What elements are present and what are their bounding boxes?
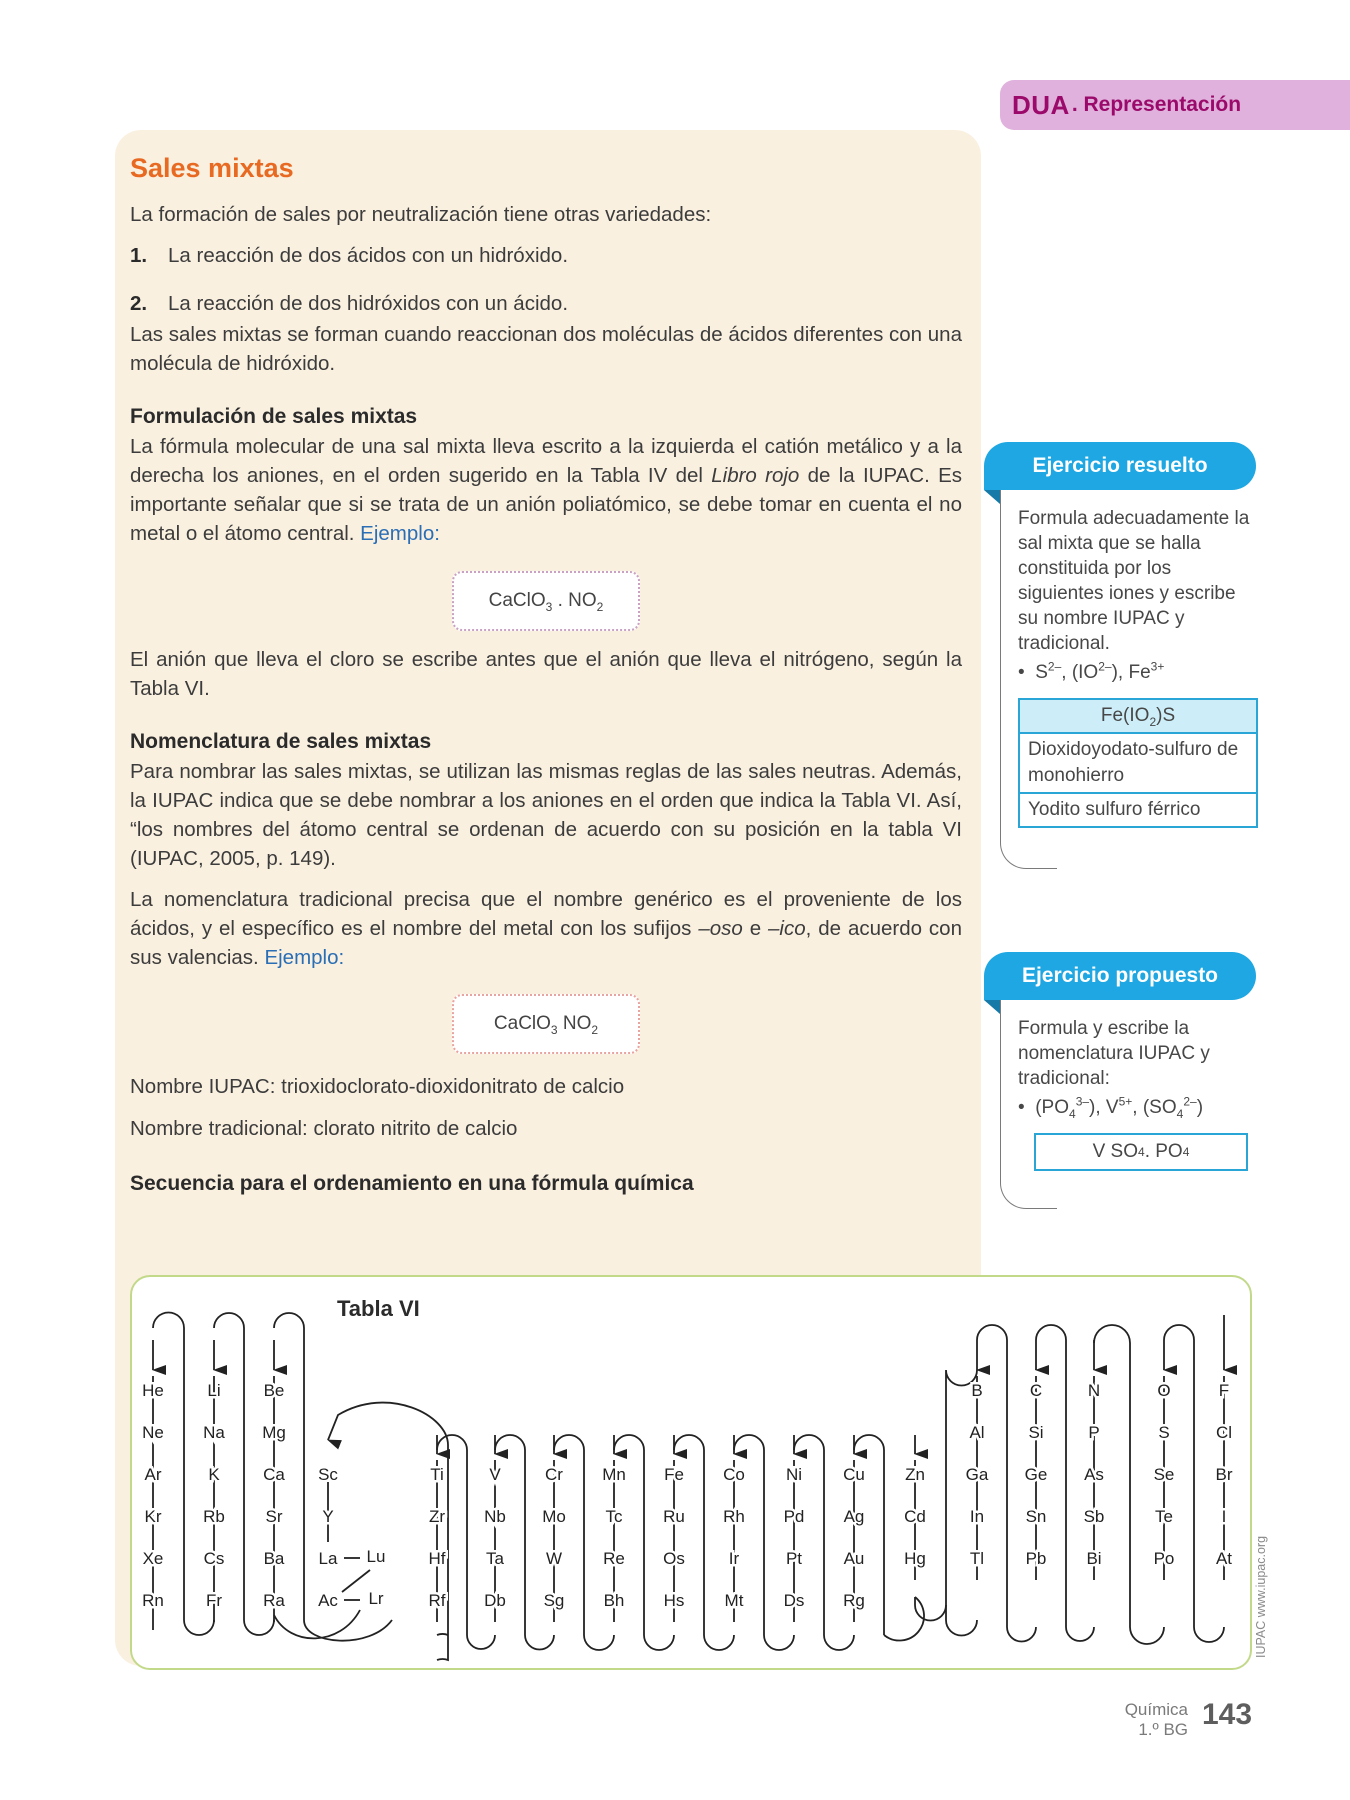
list-item — [130, 289, 962, 318]
element-symbol: Te — [1155, 1507, 1173, 1526]
tabla-connector-lines — [153, 1313, 1224, 1661]
nomenclatura-traditional-text — [130, 885, 962, 972]
element-symbol: Au — [843, 1549, 865, 1568]
element-symbol: Bi — [1086, 1549, 1102, 1568]
formulacion-text — [130, 432, 962, 548]
connector-line — [946, 1620, 977, 1636]
grade-level: 1.º BG — [1138, 1720, 1188, 1739]
element-symbol: He — [142, 1381, 164, 1400]
tabla-vi-title: Tabla VI — [337, 1296, 420, 1321]
connector-line — [1194, 1627, 1224, 1642]
element-symbol: Tc — [605, 1507, 623, 1526]
element-symbol: Lr — [368, 1589, 384, 1608]
element-symbol: Db — [484, 1591, 506, 1610]
text-part: de la IUPAC. Es importante señalar que si se trata de un anión poliatómico, se debe tomar en cuenta el no metal o el átomo central. — [130, 464, 962, 545]
element-symbol: Ar — [144, 1465, 162, 1484]
element-symbol: Pb — [1025, 1549, 1047, 1568]
element-symbol: Rh — [723, 1507, 745, 1526]
element-symbol: Pd — [783, 1507, 805, 1526]
connector-line — [884, 1597, 924, 1641]
answer-table — [1018, 698, 1258, 828]
ejercicio-propuesto-tab: Ejercicio propuesto — [984, 952, 1256, 1000]
element-symbol: Be — [263, 1381, 285, 1400]
formulacion-after-text: El anión que lleva el cloro se escribe antes que el anión que lleva el nitrógeno, según la Tabla VI. — [130, 648, 962, 700]
nomenclatura-heading: Nomenclatura de sales mixtas — [130, 730, 432, 753]
formula-example-box — [452, 571, 640, 631]
connector-line — [437, 1634, 448, 1635]
element-symbol: Zr — [428, 1507, 446, 1526]
formula: CaClO$_3$ . $NO_2$ — [488, 590, 604, 614]
answer-formula: $Fe(IO_2)S$ — [1019, 699, 1257, 733]
answer-traditional-row — [1019, 793, 1257, 827]
example-label: Ejemplo: — [264, 946, 345, 969]
connector-line — [274, 1610, 360, 1638]
element-symbol: Hs — [663, 1591, 685, 1610]
suffix-ico: –ico — [768, 917, 806, 940]
element-symbol: Y — [322, 1507, 334, 1526]
connector-line — [1130, 1627, 1164, 1644]
element-symbol: Cu — [843, 1465, 865, 1484]
element-symbol: In — [969, 1507, 985, 1526]
suffix-oso: –oso — [698, 917, 743, 940]
iupac-name: Nombre IUPAC: trioxidoclorato-dioxidonitrato de calcio — [130, 1075, 625, 1098]
connector-line — [584, 1635, 614, 1650]
tabla-element-labels — [142, 1381, 1233, 1610]
element-symbol: Ra — [263, 1591, 285, 1610]
element-symbol: Sb — [1083, 1507, 1105, 1526]
element-symbol: Fr — [205, 1591, 223, 1610]
answer-formula-row — [1019, 699, 1257, 733]
element-symbol: Kr — [144, 1507, 162, 1526]
element-symbol: B — [971, 1381, 983, 1400]
element-symbol: Cs — [203, 1549, 225, 1568]
footer-subject — [1125, 1700, 1188, 1740]
element-symbol: Cd — [904, 1507, 926, 1526]
section-title: Sales mixtas — [130, 153, 294, 183]
connector-line — [328, 1403, 448, 1445]
element-symbol: Mn — [602, 1465, 626, 1484]
element-symbol: Bh — [603, 1591, 625, 1610]
intro-text: La formación de sales por neutralización tiene otras variedades: — [130, 203, 712, 226]
element-symbol: Zn — [905, 1465, 925, 1484]
element-symbol: Ga — [965, 1465, 989, 1484]
element-symbol: Rg — [843, 1591, 865, 1610]
element-symbol: Hg — [904, 1549, 926, 1568]
list-item — [130, 241, 962, 270]
connector-line — [184, 1620, 214, 1635]
element-symbol: Co — [723, 1465, 745, 1484]
answer-field: V SO 4 . PO 4 — [1034, 1133, 1248, 1171]
element-symbol: P — [1088, 1423, 1100, 1442]
element-symbol: S — [1158, 1423, 1170, 1442]
element-symbol: Ag — [843, 1507, 865, 1526]
element-symbol: Sg — [543, 1591, 565, 1610]
connector-line — [467, 1635, 495, 1649]
element-symbol: Ca — [263, 1465, 285, 1484]
element-symbol: Ac — [318, 1591, 338, 1610]
connector-line — [525, 1635, 554, 1650]
element-symbol: Xe — [142, 1549, 164, 1568]
element-symbol: Po — [1153, 1549, 1175, 1568]
element-symbol: Mt — [724, 1591, 744, 1610]
element-symbol: O — [1157, 1381, 1171, 1400]
element-symbol: Sn — [1025, 1507, 1047, 1526]
element-symbol: Sr — [265, 1507, 283, 1526]
main-content — [130, 150, 962, 1199]
element-symbol: Hf — [428, 1549, 446, 1568]
dua-subtitle: . Representación — [1071, 93, 1242, 116]
ejercicio-resuelto-tab: Ejercicio resuelto — [984, 442, 1256, 490]
connector-line — [1066, 1627, 1094, 1641]
element-symbol: Rn — [142, 1591, 164, 1610]
element-symbol: Lu — [366, 1547, 386, 1566]
exercise-prompt: Formula adecuadamente la sal mixta que se halla constituida por los siguientes iones y escribe su nombre IUPAC y tradicional. — [1018, 508, 1250, 654]
connector-line — [946, 1370, 977, 1620]
element-symbol: K — [208, 1465, 220, 1484]
ejercicio-resuelto-body — [1018, 506, 1260, 685]
image-credit: IUPAC www.iupac.org — [1254, 1535, 1268, 1658]
tab-fold-decoration — [984, 1000, 1000, 1014]
element-symbol: Os — [663, 1549, 685, 1568]
element-symbol: Fe — [664, 1465, 684, 1484]
element-symbol: Ds — [783, 1591, 805, 1610]
element-symbol: Ni — [785, 1465, 803, 1484]
list-number: 2. — [130, 292, 148, 315]
element-symbol: Si — [1028, 1423, 1044, 1442]
element-symbol: Nb — [484, 1507, 506, 1526]
element-symbol: At — [1215, 1549, 1233, 1568]
nomenclatura-text: Para nombrar las sales mixtas, se utilizan las mismas reglas de las sales neutras. Además, la IUPAC indica que se debe nombrar a los aniones en el orden que indica la Tabla VI. Así, “los nombres del átomo central se ordenan de acuerdo con su posición en la tabla VI (IUPAC, 2005, p. 149). — [130, 760, 962, 870]
ejercicio-propuesto-body — [1018, 1016, 1260, 1120]
element-symbol: Mg — [262, 1423, 286, 1442]
connector-line — [644, 1635, 674, 1650]
paragraph: Las sales mixtas se forman cuando reaccionan dos moléculas de ácidos diferentes con una molécula de hidróxido. — [130, 323, 962, 375]
example-label: Ejemplo: — [360, 522, 440, 545]
element-symbol: Na — [203, 1423, 225, 1442]
element-symbol: Cl — [1215, 1423, 1233, 1442]
element-symbol: Pt — [785, 1549, 803, 1568]
element-symbol: Tl — [969, 1549, 985, 1568]
element-symbol: Li — [207, 1381, 221, 1400]
dua-representacion-tab — [1000, 80, 1350, 130]
answer-iupac-row — [1019, 733, 1257, 793]
text-part: La nomenclatura tradicional precisa que el nombre genérico es el proveniente de los ácidos, y el específico es el nombre del metal con los sufijos — [130, 888, 962, 940]
element-symbol: Ru — [663, 1507, 685, 1526]
connector-line — [1007, 1627, 1036, 1642]
element-symbol: La — [318, 1549, 338, 1568]
element-symbol: Mo — [542, 1507, 566, 1526]
text-part: e — [742, 917, 769, 940]
element-symbol: Se — [1153, 1465, 1175, 1484]
secuencia-heading: Secuencia para el ordenamiento en una fórmula química — [130, 1172, 694, 1195]
element-symbol: Re — [603, 1549, 625, 1568]
element-symbol: Ir — [728, 1549, 740, 1568]
formula: CaClO$_3$ $NO_2$ — [493, 1013, 599, 1037]
element-symbol: V — [489, 1465, 501, 1484]
formula-example-box — [452, 994, 640, 1054]
list-number: 1. — [130, 244, 148, 267]
list-text: La reacción de dos ácidos con un hidróxido. — [168, 244, 569, 267]
connector-line — [764, 1635, 794, 1650]
element-symbol: Rf — [428, 1591, 446, 1610]
element-symbol: Br — [1215, 1465, 1233, 1484]
traditional-name: Nombre tradicional: clorato nitrito de calcio — [130, 1117, 518, 1140]
ions-list: • $(PO_4^{3-})$, $V^{5+}$, $(SO_4^{2-})$ — [1018, 1094, 1204, 1121]
element-symbol: Cr — [545, 1465, 563, 1484]
ions-list: • $S^{2-}$, $(IO^{2-})$, $Fe^{3+}$ — [1018, 659, 1165, 683]
element-symbol: Ba — [263, 1549, 285, 1568]
connector-line — [824, 1635, 854, 1650]
text-part: , de acuerdo con sus valencias. — [130, 917, 962, 969]
element-symbol: C — [1029, 1381, 1043, 1400]
element-symbol: Ne — [142, 1423, 164, 1442]
element-symbol: W — [545, 1549, 563, 1568]
page-number: 143 — [1202, 1698, 1253, 1731]
subject-name: Química — [1124, 1700, 1188, 1719]
element-symbol: Ta — [486, 1549, 504, 1568]
element-symbol: Sc — [318, 1465, 338, 1484]
element-symbol: I — [1221, 1507, 1227, 1526]
exercise-prompt: Formula y escribe la nomenclatura IUPAC y tradicional: — [1018, 1018, 1210, 1089]
list-text: La reacción de dos hidróxidos con un ácido. — [168, 292, 569, 315]
italic-text: Libro rojo — [711, 464, 800, 487]
element-symbol: As — [1084, 1465, 1104, 1484]
element-symbol: Ge — [1024, 1465, 1048, 1484]
element-symbol: Ti — [430, 1465, 444, 1484]
dua-label: DUA — [1012, 89, 1070, 120]
element-symbol: Al — [969, 1423, 985, 1442]
text-part: La fórmula molecular de una sal mixta lleva escrito a la izquierda el catión metálico y a la derecha los aniones, en el orden sugerido en la Tabla IV del — [130, 435, 962, 487]
tabla-vi-diagram — [130, 1275, 1252, 1670]
answer-iupac: Dioxidoyodato-sulfuro de monohierro — [1019, 733, 1257, 793]
connector-line — [342, 1570, 370, 1592]
tab-fold-decoration — [984, 490, 1000, 504]
connector-line — [244, 1620, 274, 1635]
formulacion-heading: Formulación de sales mixtas — [130, 405, 418, 428]
answer-traditional: Yodito sulfuro férrico — [1019, 793, 1257, 827]
element-symbol: N — [1087, 1381, 1101, 1400]
element-symbol: Rb — [203, 1507, 225, 1526]
element-symbol: F — [1218, 1381, 1230, 1400]
connector-line — [704, 1635, 734, 1650]
